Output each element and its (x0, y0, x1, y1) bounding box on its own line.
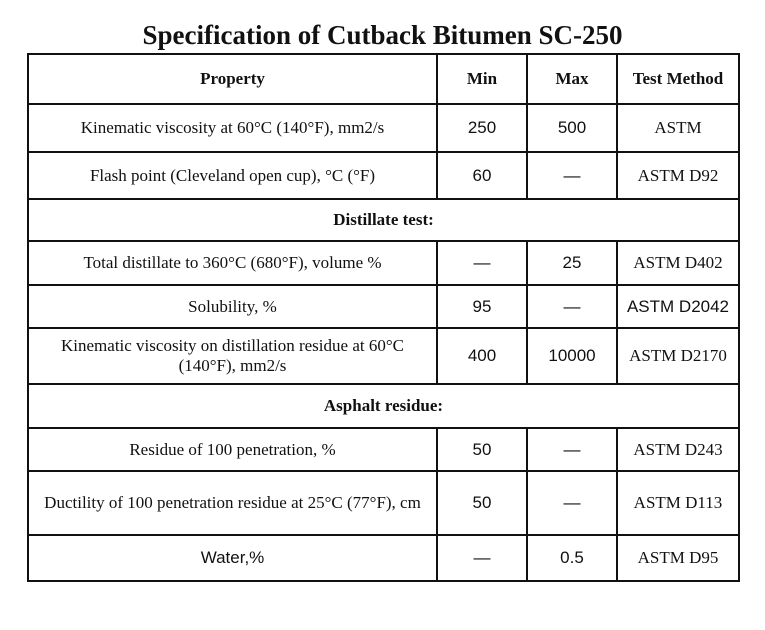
min-cell: 50 (437, 428, 527, 471)
property-cell: Kinematic viscosity at 60°C (140°F), mm2/s (28, 104, 437, 152)
table-row (28, 428, 739, 471)
table-row (28, 104, 739, 152)
section-row (28, 384, 739, 428)
max-cell: 25 (527, 241, 617, 285)
header-property: Property (28, 54, 437, 104)
min-cell: 400 (437, 328, 527, 384)
property-cell: Solubility, % (28, 285, 437, 328)
section-row (28, 199, 739, 241)
max-cell: — (527, 285, 617, 328)
min-cell: — (437, 241, 527, 285)
section-asphalt-residue: Asphalt residue: (28, 384, 739, 428)
table-row (28, 471, 739, 535)
table-row (28, 285, 739, 328)
max-cell: 10000 (527, 328, 617, 384)
spec-table (27, 53, 740, 582)
table-row (28, 328, 739, 384)
max-cell: 500 (527, 104, 617, 152)
method-cell: ASTM (617, 104, 739, 152)
method-cell: ASTM D95 (617, 535, 739, 581)
section-distillate-test: Distillate test: (28, 199, 739, 241)
header-test-method: Test Method (617, 54, 739, 104)
method-cell: ASTM D2042 (617, 285, 739, 328)
page-title: Specification of Cutback Bitumen SC-250 (142, 20, 623, 50)
method-cell: ASTM D92 (617, 152, 739, 199)
header-min: Min (437, 54, 527, 104)
property-cell: Ductility of 100 penetration residue at 25°C (77°F), cm (28, 471, 437, 535)
min-cell: 250 (437, 104, 527, 152)
table-row (28, 241, 739, 285)
method-cell: ASTM D243 (617, 428, 739, 471)
header-max: Max (527, 54, 617, 104)
table-row (28, 535, 739, 581)
method-cell: ASTM D402 (617, 241, 739, 285)
max-cell: 0.5 (527, 535, 617, 581)
min-cell: 50 (437, 471, 527, 535)
max-cell: — (527, 428, 617, 471)
max-cell: — (527, 152, 617, 199)
method-cell: ASTM D2170 (617, 328, 739, 384)
min-cell: — (437, 535, 527, 581)
max-cell: — (527, 471, 617, 535)
min-cell: 95 (437, 285, 527, 328)
min-cell: 60 (437, 152, 527, 199)
property-cell: Kinematic viscosity on distillation residue at 60°C (140°F), mm2/s (28, 328, 437, 384)
property-cell: Total distillate to 360°C (680°F), volume % (28, 241, 437, 285)
property-cell: Residue of 100 penetration, % (28, 428, 437, 471)
table-row (28, 152, 739, 199)
header-row (28, 54, 739, 104)
method-cell: ASTM D113 (617, 471, 739, 535)
property-cell: Water,% (28, 535, 437, 581)
property-cell: Flash point (Cleveland open cup), °C (°F) (28, 152, 437, 199)
